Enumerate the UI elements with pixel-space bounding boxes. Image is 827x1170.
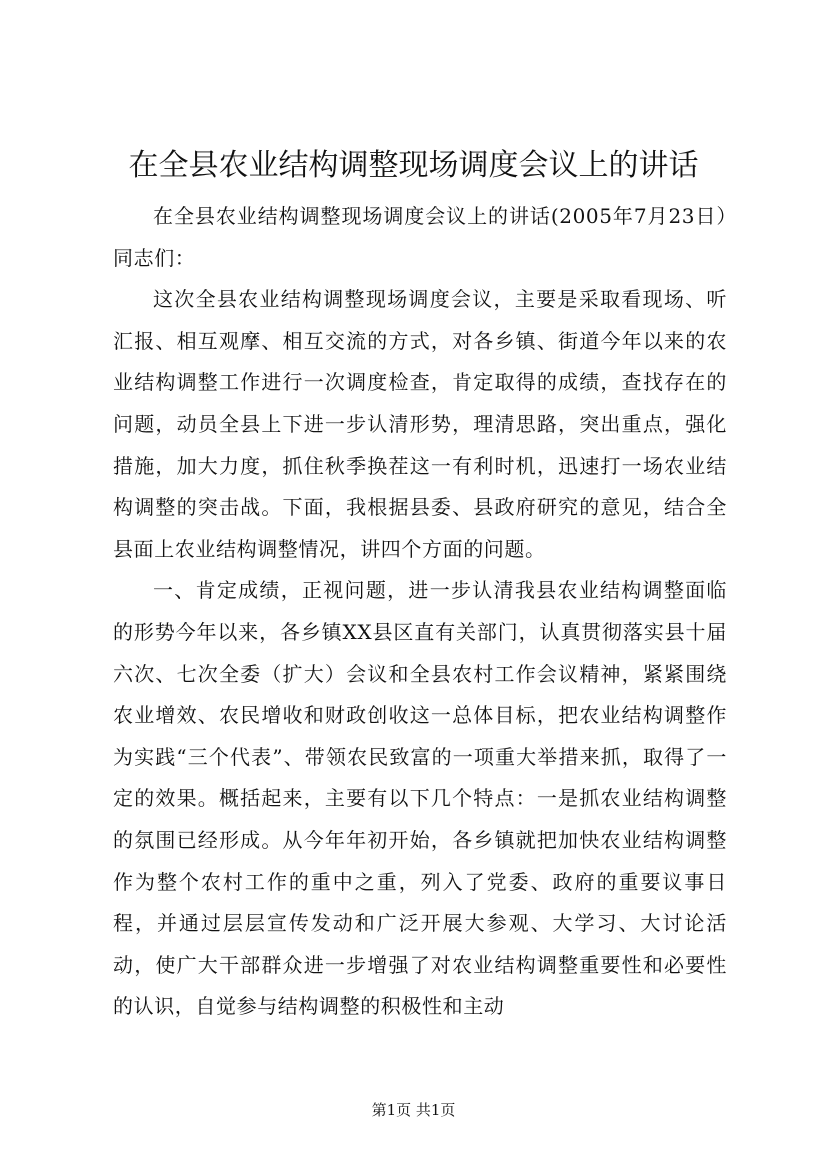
paragraph-intro: 在全县农业结构调整现场调度会议上的讲话(2005年7月23日）同志们：	[113, 204, 727, 270]
document-title: 在全县农业结构调整现场调度会议上的讲话	[128, 148, 699, 183]
page-number-footer: 第1页 共1页	[371, 1101, 456, 1119]
paragraph-section-one: 一、肯定成绩，正视问题，进一步认清我县农业结构调整面临的形势今年以来，各乡镇XX县区直有关部门，认真贯彻落实县十届六次、七次全委（扩大）会议和全县农村工作会议精神，紧紧围绕农业增效、农民增收和财政创收这一总体目标，把农业结构调整作为实践“三个代表”、带领农民致富的一项重大举措来抓，取得了一定的效果。概括起来，主要有以下几个特点：一是抓农业结构调整的氛围已经形成。从今年年初开始，各乡镇就把加快农业结构调整作为整个农村工作的重中之重，列入了党委、政府的重要议事日程，并通过层层宣传发动和广泛开展大参观、大学习、大讨论活动，使广大干部群众进一步增强了对农业结构调整重要性和必要性的认识，自觉参与结构调整的积极性和主动	[113, 578, 727, 1019]
document-body	[113, 196, 727, 1028]
paragraph-meeting-purpose: 这次全县农业结构调整现场调度会议，主要是采取看现场、听汇报、相互观摩、相互交流的方式，对各乡镇、街道今年以来的农业结构调整工作进行一次调度检查，肯定取得的成绩，查找存在的问题，动员全县上下进一步认清形势，理清思路，突出重点，强化措施，加大力度，抓住秋季换茬这一有利时机，迅速打一场农业结构调整的突击战。下面，我根据县委、县政府研究的意见，结合全县面上农业结构调整情况，讲四个方面的问题。	[113, 287, 727, 561]
